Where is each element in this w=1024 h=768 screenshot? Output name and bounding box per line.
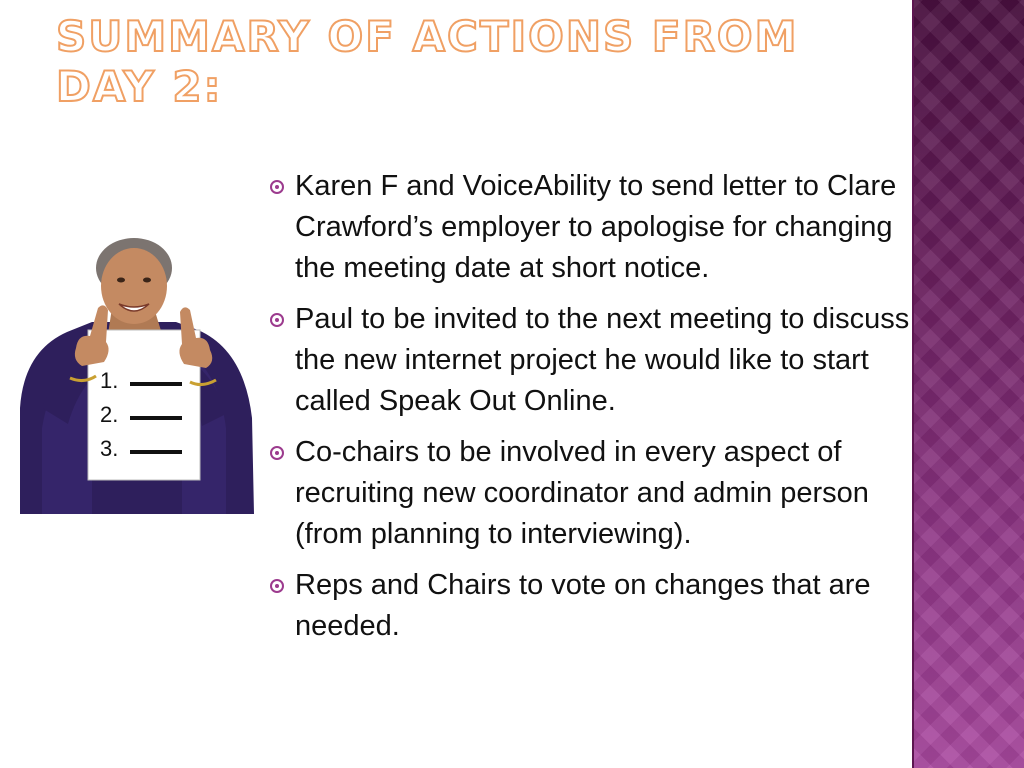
- decorative-side-band: [912, 0, 1024, 768]
- circle-dot-bullet-icon: [270, 446, 284, 460]
- list-item-text: Reps and Chairs to vote on changes that are needed.: [295, 569, 871, 642]
- face: [101, 248, 167, 324]
- left-eye: [117, 278, 125, 283]
- list-item: [270, 299, 910, 422]
- list-number-3: 3.: [100, 436, 119, 461]
- list-item-text: Karen F and VoiceAbility to send letter to Clare Crawford’s employer to apologise for changing the meeting date at short notice.: [295, 170, 897, 284]
- circle-dot-bullet-icon: [270, 579, 284, 593]
- list-line-1: [130, 382, 182, 386]
- slide-title: SUMMARY OF ACTIONS FROM DAY 2:: [56, 12, 799, 111]
- list-item: [270, 565, 910, 647]
- list-line-2: [130, 416, 182, 420]
- right-eye: [143, 278, 151, 283]
- circle-dot-bullet-icon: [270, 313, 284, 327]
- woman-holding-list-illustration: [12, 238, 256, 514]
- action-list: [270, 166, 910, 657]
- list-item: [270, 432, 910, 555]
- list-number-2: 2.: [100, 402, 119, 427]
- list-number-1: 1.: [100, 368, 119, 393]
- list-item: [270, 166, 910, 289]
- circle-dot-bullet-icon: [270, 180, 284, 194]
- list-item-text: Paul to be invited to the next meeting to discuss the new internet project he would like to start called Speak Out Online.: [295, 303, 910, 417]
- list-line-3: [130, 450, 182, 454]
- list-item-text: Co-chairs to be involved in every aspect of recruiting new coordinator and admin person (from planning to interviewing).: [295, 436, 869, 550]
